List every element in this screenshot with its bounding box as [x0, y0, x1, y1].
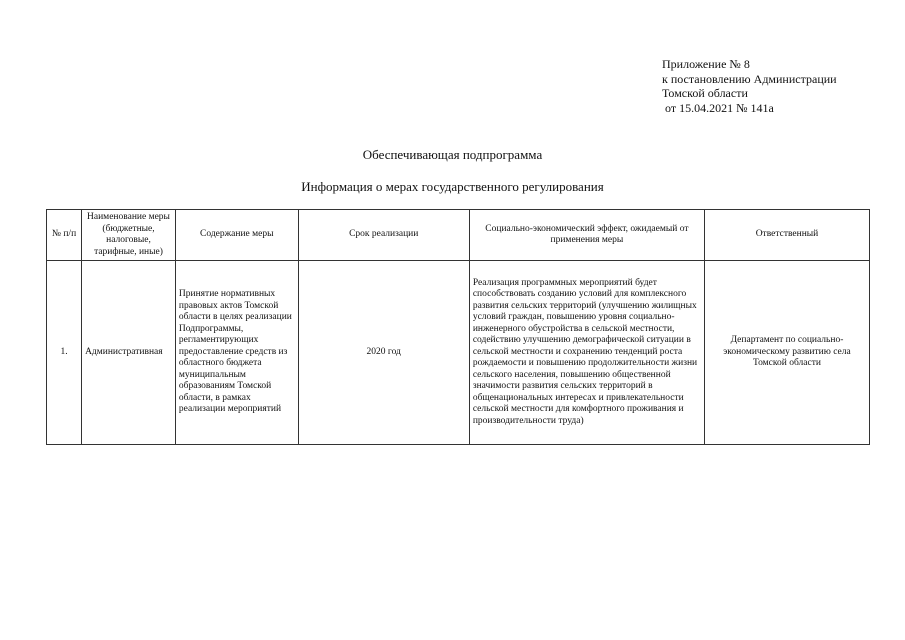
cell-content: Принятие нормативных правовых актов Томской области в целях реализации Подпрограммы, регламентирующих предоставление средств из областного бюджета муниципальным образованиям Томской области, в рамках реализации мероприятий — [175, 261, 298, 445]
table-header-row — [47, 210, 870, 261]
cell-responsible: Департамент по социально-экономическому развитию села Томской области — [704, 261, 869, 445]
header-content: Содержание меры — [175, 210, 298, 261]
cell-term: 2020 год — [298, 261, 469, 445]
measures-table — [46, 209, 870, 445]
appendix-region: Томской области — [662, 86, 748, 100]
appendix-number: Приложение № 8 — [662, 57, 750, 71]
subprogram-title: Обеспечивающая подпрограмма — [362, 147, 543, 162]
appendix-decree-ref: к постановлению Администрации — [662, 71, 837, 86]
header-responsible: Ответственный — [704, 210, 869, 261]
cell-kind: Административная — [82, 261, 176, 445]
table-row — [47, 261, 870, 445]
appendix-date: от 15.04.2021 № 141а — [662, 100, 774, 115]
cell-effect: Реализация программных мероприятий будет способствовать созданию условий для комплексного развития сельских территорий (улучшению жилищных условий граждан, повышению уровня социально-инженерного обустройства в сельской местности, содействию улучшению демографической ситуации в сельской местности и сохранению тенденций роста рождаемости и повышению продолжительности жизни сельского населения, повышению общественной значимости развития сельских территорий в общенациональных интересах и привлекательности сельской местности для комфортного проживания и производительности труда) — [469, 261, 704, 445]
info-title: Информация о мерах государственного регулирования — [301, 179, 604, 194]
cell-num: 1. — [47, 261, 82, 445]
header-effect: Социально-экономический эффект, ожидаемый от применения меры — [469, 210, 704, 261]
header-term: Срок реализации — [298, 210, 469, 261]
header-num: № п/п — [47, 210, 82, 261]
appendix-block — [662, 57, 837, 115]
header-kind: Наименование меры (бюджетные, налоговые, тарифные, иные) — [82, 210, 176, 261]
